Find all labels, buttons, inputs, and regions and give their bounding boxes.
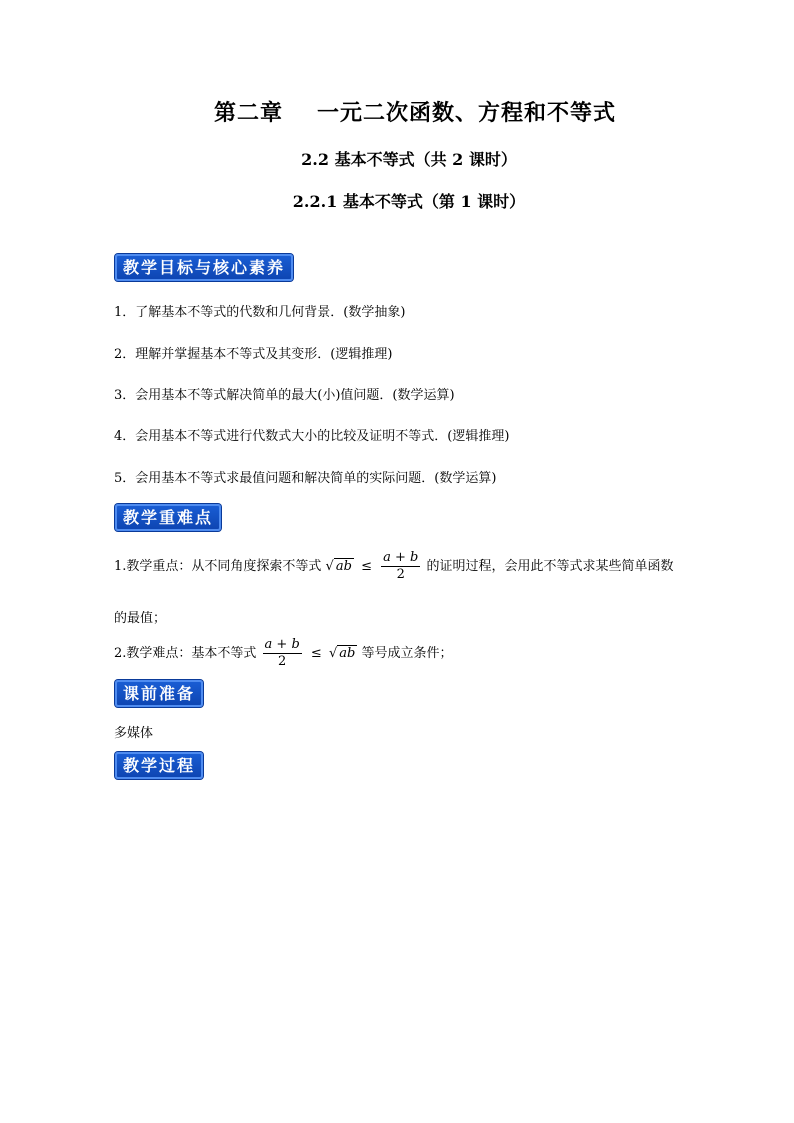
subsection-heading: 2.2.1 基本不等式（第 1 课时）	[292, 192, 526, 211]
sqrt-ab: √ ab	[325, 559, 352, 574]
fraction-denominator: 2	[396, 567, 405, 582]
process-badge: 教学过程	[115, 752, 203, 779]
objective-item-5: 5．会用基本不等式求最值问题和解决简单的实际问题．(数学运算)	[114, 471, 497, 486]
prep-text: 多媒体	[114, 726, 154, 741]
fraction-a-plus-b-over-2	[381, 550, 420, 583]
section-heading: 2.2 基本不等式（共 2 课时）	[301, 150, 517, 169]
fraction-a-plus-b-over-2	[263, 637, 302, 670]
leq-symbol: ≤	[310, 646, 322, 661]
chapter-number: 第二章	[213, 100, 283, 126]
objectives-badge: 教学目标与核心素养	[115, 254, 293, 281]
difficulty-suffix: 等号成立条件；	[361, 646, 453, 661]
chapter-title: 一元二次函数、方程和不等式	[317, 100, 617, 126]
objective-item-2: 2．理解并掌握基本不等式及其变形．(逻辑推理)	[114, 347, 393, 362]
focus-prefix: 1.教学重点：从不同角度探索不等式	[114, 559, 322, 574]
fraction-numerator: a + b	[383, 550, 419, 565]
focus-continuation: 的最值；	[114, 611, 167, 626]
teaching-difficulty-line	[114, 637, 453, 670]
difficulty-prefix: 2.教学难点：基本不等式	[114, 646, 257, 661]
objective-item-4: 4．会用基本不等式进行代数式大小的比较及证明不等式．(逻辑推理)	[114, 429, 510, 444]
sqrt-ab: √ ab	[328, 646, 356, 661]
leq-symbol: ≤	[361, 559, 372, 574]
prep-badge: 课前准备	[115, 680, 203, 707]
chapter-heading	[0, 96, 794, 127]
objective-item-3: 3．会用基本不等式解决简单的最大(小)值问题．(数学运算)	[114, 388, 455, 403]
fraction-numerator: a + b	[264, 637, 300, 652]
key-points-badge: 教学重难点	[115, 504, 221, 531]
objective-item-1: 1．了解基本不等式的代数和几何背景．(数学抽象)	[114, 305, 406, 320]
fraction-denominator: 2	[278, 654, 287, 669]
teaching-focus-line	[114, 550, 674, 583]
focus-suffix: 的证明过程，会用此不等式求某些简单函数	[426, 559, 674, 574]
